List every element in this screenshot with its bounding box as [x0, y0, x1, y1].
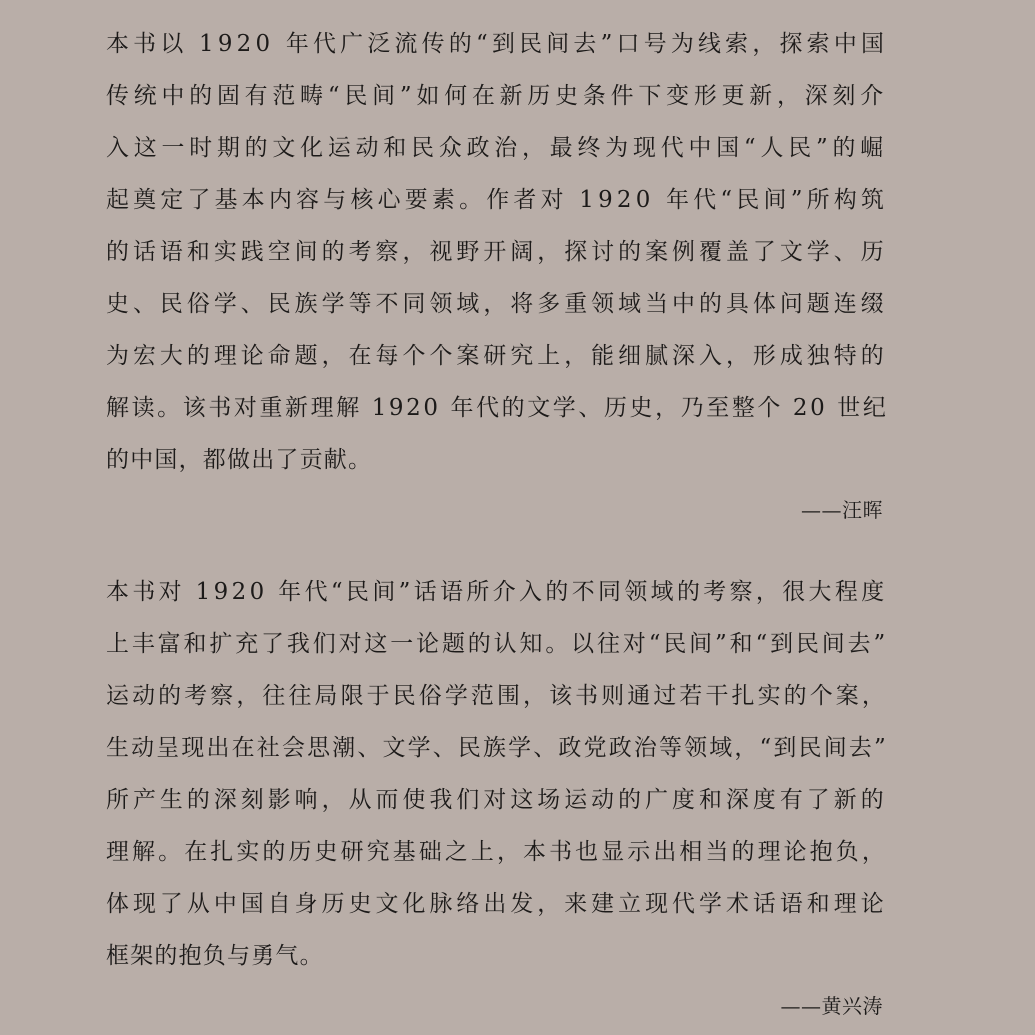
- attribution-wang-hui: ——汪晖: [801, 498, 883, 522]
- blurb-line: 运动的考察，往往局限于民俗学范围，该书则通过若干扎实的个案，: [106, 683, 888, 709]
- blurb-line: 入这一时期的文化运动和民众政治，最终为现代中国“人民”的崛: [106, 135, 888, 161]
- blurb-line: 框架的抱负与勇气。: [106, 943, 324, 969]
- blurb-line: 的话语和实践空间的考察，视野开阔，探讨的案例覆盖了文学、历: [106, 239, 888, 265]
- blurb-line: 生动呈现出在社会思潮、文学、民族学、政党政治等领域，“到民间去”: [106, 735, 888, 761]
- blurb-line: 的中国，都做出了贡献。: [106, 447, 373, 473]
- blurb-huang-xingtao: [106, 566, 888, 982]
- blurb-line: 体现了从中国自身历史文化脉络出发，来建立现代学术话语和理论: [106, 891, 888, 917]
- blurb-line: 起奠定了基本内容与核心要素。作者对 1920 年代“民间”所构筑: [106, 187, 889, 213]
- blurb-line: 解读。该书对重新理解 1920 年代的文学、历史，乃至整个 20 世纪: [106, 395, 889, 421]
- blurb-line: 理解。在扎实的历史研究基础之上，本书也显示出相当的理论抱负，: [106, 839, 888, 865]
- blurb-line: 史、民俗学、民族学等不同领域，将多重领域当中的具体问题连缀: [106, 291, 888, 317]
- blurb-wang-hui: [106, 18, 888, 486]
- blurb-line: 所产生的深刻影响，从而使我们对这场运动的广度和深度有了新的: [106, 787, 888, 813]
- blurb-line: 本书以 1920 年代广泛流传的“到民间去”口号为线索，探索中国: [106, 31, 889, 57]
- blurb-line: 为宏大的理论命题，在每个个案研究上，能细腻深入，形成独特的: [106, 343, 888, 369]
- blurb-line: 本书对 1920 年代“民间”话语所介入的不同领域的考察，很大程度: [106, 579, 888, 605]
- blurb-line: 传统中的固有范畴“民间”如何在新历史条件下变形更新，深刻介: [106, 83, 888, 109]
- blurb-line: 上丰富和扩充了我们对这一论题的认知。以往对“民间”和“到民间去”: [106, 631, 889, 657]
- attribution-huang-xingtao: ——黄兴涛: [780, 994, 883, 1018]
